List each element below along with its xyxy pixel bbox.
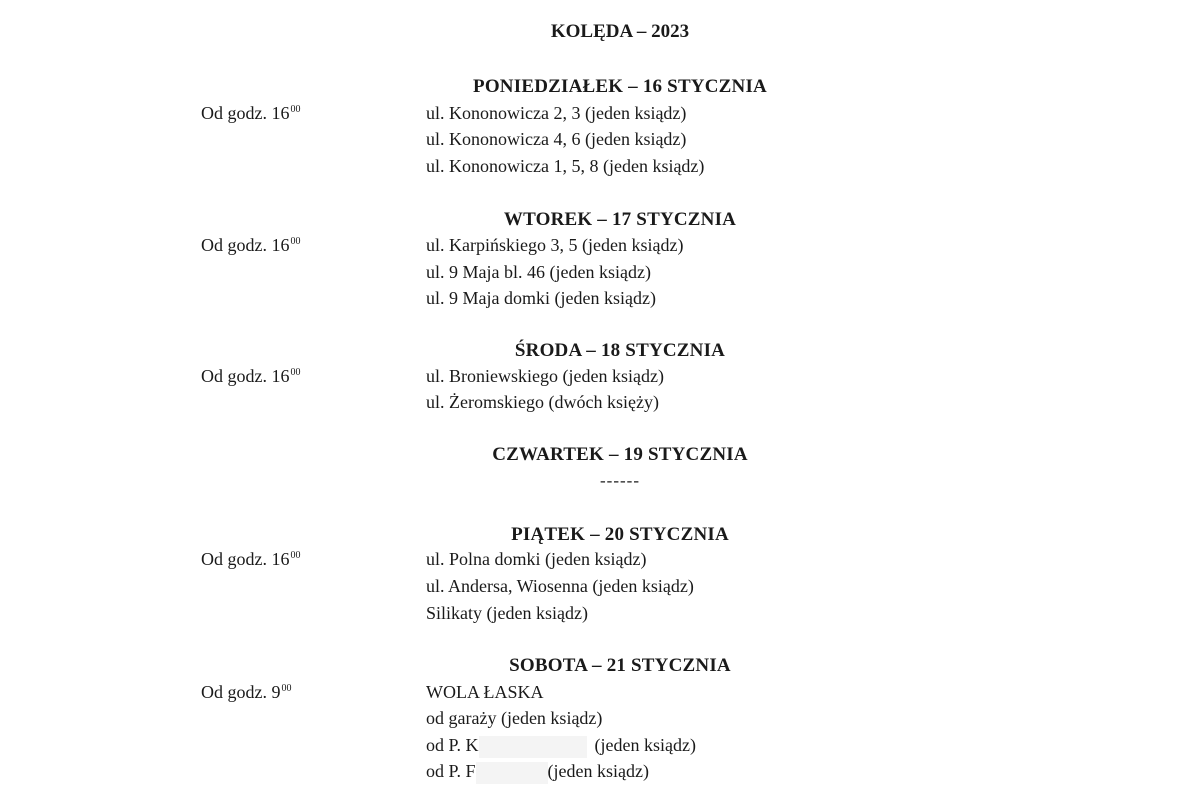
time-tuesday bbox=[201, 235, 301, 256]
entry-redacted bbox=[426, 735, 696, 758]
day-heading-tuesday: WTOREK – 17 STYCZNIA bbox=[503, 209, 737, 230]
time-wednesday bbox=[201, 366, 301, 387]
entry: ul. Broniewskiego (jeden ksiądz) bbox=[426, 366, 664, 386]
time-text: Od godz. 16 bbox=[201, 366, 290, 386]
time-text: Od godz. 16 bbox=[201, 549, 290, 569]
entry: ul. Żeromskiego (dwóch księży) bbox=[426, 392, 659, 412]
time-sup: 00 bbox=[281, 683, 292, 694]
entry-suffix: (jeden ksiądz) bbox=[594, 735, 696, 755]
entry: WOLA ŁASKA bbox=[426, 682, 544, 702]
entry: ul. Kononowicza 1, 5, 8 (jeden ksiądz) bbox=[426, 156, 705, 176]
no-visits-dashes: ------ bbox=[600, 471, 640, 490]
entry: ul. 9 Maja bl. 46 (jeden ksiądz) bbox=[426, 262, 651, 282]
time-friday bbox=[201, 549, 301, 570]
entry-prefix: od P. K bbox=[426, 735, 479, 755]
time-text: Od godz. 16 bbox=[201, 235, 290, 255]
entry-prefix: od P. F bbox=[426, 761, 476, 781]
time-sup: 00 bbox=[290, 367, 301, 378]
day-heading-friday: PIĄTEK – 20 STYCZNIA bbox=[511, 524, 729, 545]
entry: ul. Andersa, Wiosenna (jeden ksiądz) bbox=[426, 576, 694, 596]
entry-redacted bbox=[426, 761, 649, 784]
time-sup: 00 bbox=[290, 236, 301, 247]
entry: ul. 9 Maja domki (jeden ksiądz) bbox=[426, 288, 656, 308]
entry: ul. Kononowicza 2, 3 (jeden ksiądz) bbox=[426, 103, 687, 123]
day-heading-thursday: CZWARTEK – 19 STYCZNIA bbox=[492, 444, 748, 465]
day-heading-saturday: SOBOTA – 21 STYCZNIA bbox=[509, 655, 731, 676]
entry: ul. Karpińskiego 3, 5 (jeden ksiądz) bbox=[426, 235, 684, 255]
time-text: Od godz. 9 bbox=[201, 682, 281, 702]
time-saturday bbox=[201, 682, 292, 703]
redaction-box bbox=[476, 762, 548, 784]
time-monday bbox=[201, 103, 301, 124]
entry: Silikaty (jeden ksiądz) bbox=[426, 603, 588, 623]
entry: ul. Kononowicza 4, 6 (jeden ksiądz) bbox=[426, 129, 687, 149]
entry: ul. Polna domki (jeden ksiądz) bbox=[426, 549, 647, 569]
time-sup: 00 bbox=[290, 550, 301, 561]
entry: od garaży (jeden ksiądz) bbox=[426, 708, 603, 728]
time-text: Od godz. 16 bbox=[201, 103, 290, 123]
redaction-box bbox=[479, 736, 587, 758]
day-heading-monday: PONIEDZIAŁEK – 16 STYCZNIA bbox=[473, 76, 767, 97]
entry-suffix: (jeden ksiądz) bbox=[547, 761, 649, 781]
day-heading-wednesday: ŚRODA – 18 STYCZNIA bbox=[514, 340, 726, 361]
document-title: KOLĘDA – 2023 bbox=[550, 21, 690, 42]
time-sup: 00 bbox=[290, 104, 301, 115]
